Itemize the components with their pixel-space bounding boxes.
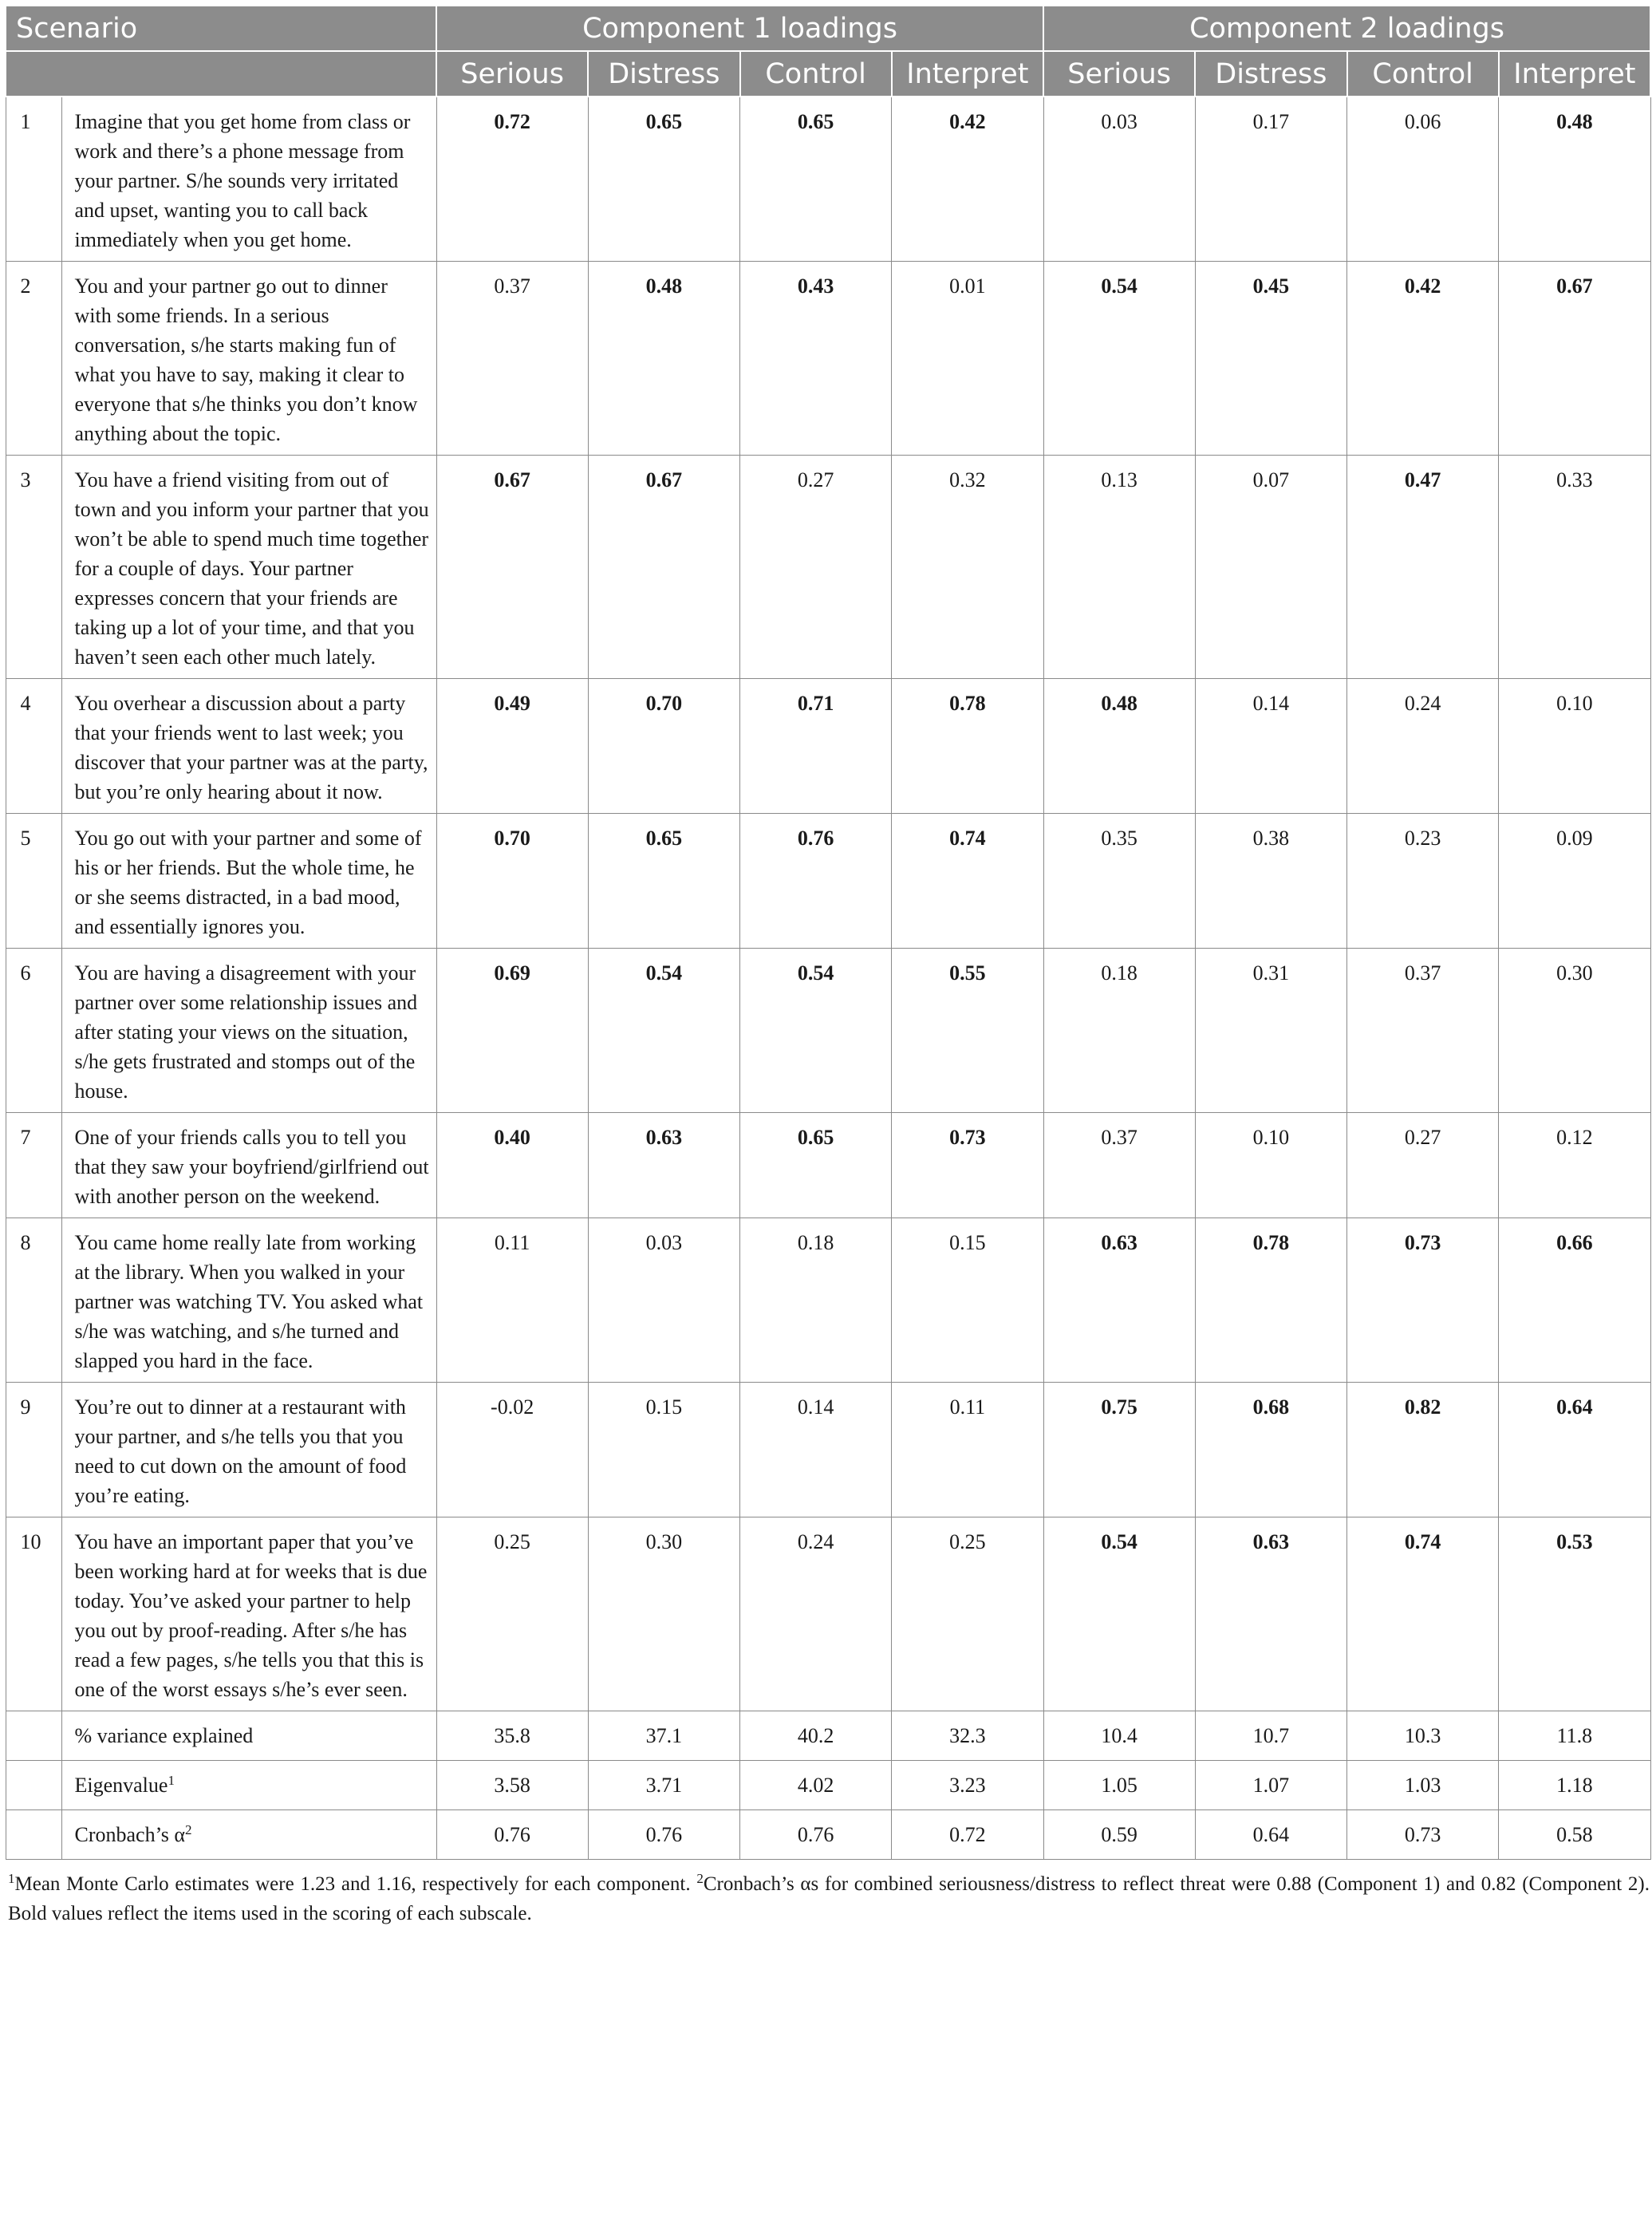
stat-label-sup: 2 xyxy=(185,1822,192,1837)
loading-cell xyxy=(892,262,1043,456)
loading-cell xyxy=(1195,1218,1346,1383)
subheader-c1-distress: Distress xyxy=(588,51,739,97)
loading-cell xyxy=(1195,262,1346,456)
loading-value-bold: 0.48 xyxy=(645,274,683,298)
loading-value: 0.13 xyxy=(1101,468,1137,491)
loading-cell xyxy=(1499,1218,1650,1383)
loading-cell xyxy=(1195,679,1346,814)
loading-cell xyxy=(740,1383,892,1517)
stat-label-cell xyxy=(61,1810,436,1860)
loading-cell xyxy=(892,97,1043,262)
loading-value-bold: 0.53 xyxy=(1556,1530,1593,1553)
loading-cell xyxy=(588,456,739,679)
loading-cell xyxy=(1043,1218,1195,1383)
loading-value: 0.33 xyxy=(1556,468,1593,491)
footnote-text-1: Mean Monte Carlo estimates were 1.23 and 1.16, respectively for each component. xyxy=(14,1873,697,1895)
loading-value: -0.02 xyxy=(491,1395,534,1419)
stat-blank-cell xyxy=(6,1810,61,1860)
subheader-c2-interpret: Interpret xyxy=(1499,51,1650,97)
scenario-text: You have an important paper that you’ve been working hard at for weeks that is due today. You’ve asked your partner to help you out by proof-reading. After s/he has read a few pages, s/he tells you that this is one of the worst essays s/he’s ever seen. xyxy=(61,1517,436,1711)
scenario-number: 9 xyxy=(6,1383,61,1517)
scenario-number: 1 xyxy=(6,97,61,262)
loading-cell xyxy=(588,814,739,949)
stat-value: 3.71 xyxy=(588,1761,739,1810)
loading-value-bold: 0.40 xyxy=(494,1126,530,1149)
loading-cell xyxy=(740,1113,892,1218)
loading-value: 0.35 xyxy=(1101,827,1137,850)
subheader-c1-serious: Serious xyxy=(436,51,588,97)
subheader-c2-control: Control xyxy=(1347,51,1499,97)
stat-value: 0.76 xyxy=(436,1810,588,1860)
loading-cell xyxy=(1347,679,1499,814)
loading-cell xyxy=(1499,679,1650,814)
loading-cell xyxy=(436,679,588,814)
loading-value-bold: 0.70 xyxy=(494,827,530,850)
stat-row xyxy=(6,1711,1650,1761)
scenario-text: You are having a disagreement with your partner over some relationship issues and after stating your views on the situation, s/he gets frustrated and stomps out of the house. xyxy=(61,949,436,1113)
footnote-sup-2: 2 xyxy=(696,1871,704,1886)
stat-value: 3.23 xyxy=(892,1761,1043,1810)
loading-cell xyxy=(1043,1517,1195,1711)
loading-value-bold: 0.47 xyxy=(1404,468,1441,491)
loading-value-bold: 0.72 xyxy=(494,110,530,133)
loading-value: 0.37 xyxy=(494,274,530,298)
loading-value-bold: 0.75 xyxy=(1101,1395,1137,1419)
loading-cell xyxy=(1347,1113,1499,1218)
loading-cell xyxy=(1347,1218,1499,1383)
loading-value: 0.31 xyxy=(1252,961,1290,985)
stat-value: 0.64 xyxy=(1195,1810,1346,1860)
table-row xyxy=(6,1113,1650,1218)
scenario-number: 3 xyxy=(6,456,61,679)
loading-value-bold: 0.48 xyxy=(1101,692,1137,715)
loading-cell xyxy=(1347,949,1499,1113)
loading-cell xyxy=(1043,262,1195,456)
stat-label-sup: 1 xyxy=(168,1773,175,1788)
loading-cell xyxy=(1499,456,1650,679)
loading-cell xyxy=(1195,97,1346,262)
stat-value: 0.73 xyxy=(1347,1810,1499,1860)
stat-row xyxy=(6,1761,1650,1810)
loading-value-bold: 0.42 xyxy=(1404,274,1441,298)
header-row-top xyxy=(6,6,1650,51)
loading-cell xyxy=(436,814,588,949)
loading-value: 0.25 xyxy=(949,1530,986,1553)
stat-value: 4.02 xyxy=(740,1761,892,1810)
scenario-text: You’re out to dinner at a restaurant with your partner, and s/he tells you that you need to cut down on the amount of food you’re eating. xyxy=(61,1383,436,1517)
loading-value: 0.10 xyxy=(1252,1126,1290,1149)
loading-cell xyxy=(588,262,739,456)
scenario-number: 4 xyxy=(6,679,61,814)
scenario-text: You go out with your partner and some of his or her friends. But the whole time, he or she seems distracted, in a bad mood, and essentially ignores you. xyxy=(61,814,436,949)
footnote-sup-1: 1 xyxy=(8,1871,15,1886)
loading-cell xyxy=(892,456,1043,679)
loading-cell xyxy=(1195,814,1346,949)
stat-label: Cronbach’s α xyxy=(74,1823,186,1846)
scenario-number: 5 xyxy=(6,814,61,949)
stat-value: 10.3 xyxy=(1347,1711,1499,1761)
loading-cell xyxy=(1347,1383,1499,1517)
loading-value-bold: 0.71 xyxy=(797,692,834,715)
stat-value: 0.59 xyxy=(1043,1810,1195,1860)
loading-cell xyxy=(588,1113,739,1218)
stat-value: 37.1 xyxy=(588,1711,739,1761)
loading-value: 0.30 xyxy=(645,1530,683,1553)
loading-cell xyxy=(892,1517,1043,1711)
loading-cell xyxy=(1043,1113,1195,1218)
loading-cell xyxy=(1043,97,1195,262)
loading-cell xyxy=(892,1113,1043,1218)
loading-value-bold: 0.42 xyxy=(949,110,986,133)
loading-value-bold: 0.73 xyxy=(949,1126,986,1149)
table-row xyxy=(6,1218,1650,1383)
loading-cell xyxy=(1043,949,1195,1113)
table-row xyxy=(6,1517,1650,1711)
loading-cell xyxy=(1043,814,1195,949)
loading-cell xyxy=(1499,814,1650,949)
loading-value: 0.37 xyxy=(1404,961,1441,985)
loading-cell xyxy=(588,1517,739,1711)
loading-value: 0.03 xyxy=(645,1231,683,1254)
stat-blank-cell xyxy=(6,1711,61,1761)
loading-cell xyxy=(1043,679,1195,814)
loading-cell xyxy=(1195,1383,1346,1517)
scenario-number: 10 xyxy=(6,1517,61,1711)
scenario-number: 8 xyxy=(6,1218,61,1383)
loading-value-bold: 0.65 xyxy=(797,1126,834,1149)
loading-value: 0.11 xyxy=(949,1395,986,1419)
loading-value-bold: 0.73 xyxy=(1404,1231,1441,1254)
loading-value-bold: 0.70 xyxy=(645,692,683,715)
stat-value: 3.58 xyxy=(436,1761,588,1810)
loading-cell xyxy=(1347,1517,1499,1711)
loading-value: 0.15 xyxy=(645,1395,683,1419)
loading-value-bold: 0.55 xyxy=(949,961,986,985)
loading-cell xyxy=(740,814,892,949)
loading-value-bold: 0.69 xyxy=(494,961,530,985)
loading-value-bold: 0.45 xyxy=(1252,274,1290,298)
loading-cell xyxy=(588,679,739,814)
loading-value: 0.07 xyxy=(1252,468,1290,491)
loading-cell xyxy=(892,814,1043,949)
loading-cell xyxy=(588,97,739,262)
stat-value: 10.4 xyxy=(1043,1711,1195,1761)
loading-cell xyxy=(740,1517,892,1711)
loading-value: 0.06 xyxy=(1404,110,1441,133)
table-row xyxy=(6,814,1650,949)
header-component-2: Component 2 loadings xyxy=(1043,6,1650,51)
loading-cell xyxy=(1499,1517,1650,1711)
loading-cell xyxy=(740,949,892,1113)
loading-cell xyxy=(740,1218,892,1383)
loading-value-bold: 0.64 xyxy=(1556,1395,1593,1419)
loading-value: 0.09 xyxy=(1556,827,1593,850)
loading-value: 0.17 xyxy=(1252,110,1290,133)
stat-label: Eigenvalue xyxy=(74,1774,168,1797)
loading-cell xyxy=(1347,456,1499,679)
stat-value: 1.07 xyxy=(1195,1761,1346,1810)
loading-value: 0.23 xyxy=(1404,827,1441,850)
stat-value: 1.05 xyxy=(1043,1761,1195,1810)
header-component-1: Component 1 loadings xyxy=(436,6,1043,51)
stat-value: 1.03 xyxy=(1347,1761,1499,1810)
loading-value-bold: 0.54 xyxy=(645,961,683,985)
header-row-sub xyxy=(6,51,1650,97)
loading-cell xyxy=(892,1218,1043,1383)
loading-value-bold: 0.65 xyxy=(645,110,683,133)
loading-value-bold: 0.78 xyxy=(1252,1231,1290,1254)
loading-cell xyxy=(1195,949,1346,1113)
header-blank-cell xyxy=(6,51,436,97)
loading-cell xyxy=(436,1113,588,1218)
loading-value: 0.12 xyxy=(1556,1126,1593,1149)
loading-value-bold: 0.78 xyxy=(949,692,986,715)
stat-value: 1.18 xyxy=(1499,1761,1650,1810)
loading-value-bold: 0.54 xyxy=(797,961,834,985)
stat-value: 0.76 xyxy=(740,1810,892,1860)
scenario-number: 7 xyxy=(6,1113,61,1218)
scenario-text: You have a friend visiting from out of town and you inform your partner that you won’t be able to spend much time together for a couple of days. Your partner expresses concern that your friends are taking up a lot of your time, and that you haven’t seen each other much lately. xyxy=(61,456,436,679)
stat-value: 0.58 xyxy=(1499,1810,1650,1860)
table-body xyxy=(6,97,1650,1860)
loading-value-bold: 0.43 xyxy=(797,274,834,298)
loading-cell xyxy=(1043,1383,1195,1517)
loading-value: 0.37 xyxy=(1101,1126,1137,1149)
loading-cell xyxy=(1043,456,1195,679)
scenario-text: You and your partner go out to dinner with some friends. In a serious conversation, s/he starts making fun of what you have to say, making it clear to everyone that s/he thinks you don’t know anything about the topic. xyxy=(61,262,436,456)
loadings-table-container xyxy=(5,5,1650,1928)
table-row xyxy=(6,679,1650,814)
scenario-text: You came home really late from working at the library. When you walked in your partner was watching TV. You asked what s/he was watching, and s/he turned and slapped you hard in the face. xyxy=(61,1218,436,1383)
stat-label: % variance explained xyxy=(74,1724,254,1747)
loading-cell xyxy=(892,679,1043,814)
loading-cell xyxy=(1347,262,1499,456)
loading-value-bold: 0.74 xyxy=(1404,1530,1441,1553)
loading-cell xyxy=(892,949,1043,1113)
stat-label-cell xyxy=(61,1761,436,1810)
loading-value: 0.24 xyxy=(797,1530,834,1553)
loading-value: 0.38 xyxy=(1252,827,1290,850)
loading-value-bold: 0.63 xyxy=(1101,1231,1137,1254)
loading-cell xyxy=(436,1383,588,1517)
loading-cell xyxy=(740,456,892,679)
loading-value-bold: 0.67 xyxy=(494,468,530,491)
loading-value: 0.18 xyxy=(1101,961,1137,985)
loading-value: 0.01 xyxy=(949,274,986,298)
scenario-text: One of your friends calls you to tell you that they saw your boyfriend/girlfriend out with another person on the weekend. xyxy=(61,1113,436,1218)
loading-cell xyxy=(588,1383,739,1517)
loading-value-bold: 0.67 xyxy=(645,468,683,491)
loading-value: 0.24 xyxy=(1404,692,1441,715)
loading-cell xyxy=(1195,1113,1346,1218)
loading-value: 0.10 xyxy=(1556,692,1593,715)
loading-value-bold: 0.82 xyxy=(1404,1395,1441,1419)
loading-cell xyxy=(588,1218,739,1383)
loading-cell xyxy=(436,1517,588,1711)
loading-value-bold: 0.63 xyxy=(1252,1530,1290,1553)
loading-value-bold: 0.67 xyxy=(1556,274,1593,298)
loading-value-bold: 0.76 xyxy=(797,827,834,850)
stat-value: 0.76 xyxy=(588,1810,739,1860)
loading-value: 0.32 xyxy=(949,468,986,491)
loading-value: 0.14 xyxy=(797,1395,834,1419)
loading-value: 0.14 xyxy=(1252,692,1290,715)
stat-value: 35.8 xyxy=(436,1711,588,1761)
scenario-text: Imagine that you get home from class or work and there’s a phone message from your partner. S/he sounds very irritated and upset, wanting you to call back immediately when you get home. xyxy=(61,97,436,262)
loading-value-bold: 0.65 xyxy=(797,110,834,133)
stat-blank-cell xyxy=(6,1761,61,1810)
loading-cell xyxy=(1195,456,1346,679)
loading-value-bold: 0.74 xyxy=(949,827,986,850)
table-row xyxy=(6,97,1650,262)
loading-cell xyxy=(892,1383,1043,1517)
loading-value-bold: 0.66 xyxy=(1556,1231,1593,1254)
loading-cell xyxy=(1195,1517,1346,1711)
loading-value-bold: 0.54 xyxy=(1101,274,1137,298)
loading-cell xyxy=(1347,814,1499,949)
loading-value: 0.18 xyxy=(797,1231,834,1254)
loading-value: 0.25 xyxy=(494,1530,530,1553)
loading-cell xyxy=(740,679,892,814)
loading-cell xyxy=(1499,262,1650,456)
stat-value: 10.7 xyxy=(1195,1711,1346,1761)
loading-value-bold: 0.54 xyxy=(1101,1530,1137,1553)
table-row xyxy=(6,949,1650,1113)
loading-value-bold: 0.49 xyxy=(494,692,530,715)
loading-cell xyxy=(436,949,588,1113)
stat-value: 32.3 xyxy=(892,1711,1043,1761)
scenario-number: 2 xyxy=(6,262,61,456)
subheader-c2-distress: Distress xyxy=(1195,51,1346,97)
loading-value-bold: 0.63 xyxy=(645,1126,683,1149)
table-row xyxy=(6,456,1650,679)
table-footnote xyxy=(5,1869,1650,1928)
subheader-c1-interpret: Interpret xyxy=(892,51,1043,97)
loading-value: 0.30 xyxy=(1556,961,1593,985)
loading-cell xyxy=(1347,97,1499,262)
loading-value-bold: 0.68 xyxy=(1252,1395,1290,1419)
loading-value-bold: 0.65 xyxy=(645,827,683,850)
subheader-c2-serious: Serious xyxy=(1043,51,1195,97)
loading-cell xyxy=(1499,1113,1650,1218)
loading-cell xyxy=(588,949,739,1113)
stat-value: 11.8 xyxy=(1499,1711,1650,1761)
stat-value: 0.72 xyxy=(892,1810,1043,1860)
component-loadings-table xyxy=(5,5,1651,1860)
loading-cell xyxy=(1499,97,1650,262)
subheader-c1-control: Control xyxy=(740,51,892,97)
loading-cell xyxy=(740,97,892,262)
loading-value: 0.03 xyxy=(1101,110,1137,133)
loading-cell xyxy=(1499,949,1650,1113)
table-row xyxy=(6,262,1650,456)
loading-cell xyxy=(436,97,588,262)
loading-value-bold: 0.48 xyxy=(1556,110,1593,133)
stat-label-cell xyxy=(61,1711,436,1761)
stat-row xyxy=(6,1810,1650,1860)
loading-cell xyxy=(436,262,588,456)
stat-value: 40.2 xyxy=(740,1711,892,1761)
loading-cell xyxy=(436,1218,588,1383)
loading-value: 0.11 xyxy=(494,1231,530,1254)
scenario-number: 6 xyxy=(6,949,61,1113)
footnote-text-2: Cronbach’s αs for combined seriousness/distress to reflect threat were 0.88 (Component 1) and 0.82 (Component 2). Bold values reflect the items used in the scoring of each subscale. xyxy=(8,1873,1650,1924)
loading-value: 0.15 xyxy=(949,1231,986,1254)
scenario-text: You overhear a discussion about a party that your friends went to last week; you discover that your partner was at the party, but you’re only hearing about it now. xyxy=(61,679,436,814)
loading-value: 0.27 xyxy=(797,468,834,491)
loading-value: 0.27 xyxy=(1404,1126,1441,1149)
table-row xyxy=(6,1383,1650,1517)
loading-cell xyxy=(436,456,588,679)
loading-cell xyxy=(740,262,892,456)
loading-cell xyxy=(1499,1383,1650,1517)
header-scenario: Scenario xyxy=(6,6,436,51)
